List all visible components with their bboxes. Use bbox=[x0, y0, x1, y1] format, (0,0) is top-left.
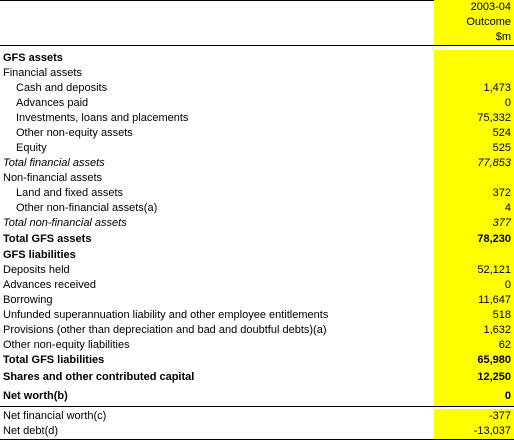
table-row bbox=[0, 126, 514, 141]
header-year: 2003-04 bbox=[434, 0, 514, 15]
row-value: 12,250 bbox=[434, 368, 514, 387]
row-value: 0 bbox=[434, 387, 514, 406]
table-row bbox=[0, 338, 514, 353]
table-row bbox=[0, 353, 514, 368]
row-label: Shares and other contributed capital bbox=[3, 371, 195, 383]
row-value: 4 bbox=[434, 201, 514, 216]
row-label: Equity bbox=[16, 142, 47, 154]
row-label: Advances received bbox=[3, 279, 96, 291]
row-value: 1,632 bbox=[434, 323, 514, 338]
row-value bbox=[434, 50, 514, 66]
table-row bbox=[0, 308, 514, 323]
table-row bbox=[0, 323, 514, 338]
table-row bbox=[0, 156, 514, 171]
row-value: 62 bbox=[434, 338, 514, 353]
header-row-outcome bbox=[0, 15, 514, 30]
row-label: Total GFS liabilities bbox=[3, 354, 105, 366]
row-value: 0 bbox=[434, 96, 514, 111]
row-label: Unfunded superannuation liability and other employee entitlements bbox=[3, 309, 329, 321]
header-row-year bbox=[0, 0, 514, 15]
row-value: 78,230 bbox=[434, 231, 514, 247]
row-label: Advances paid bbox=[16, 97, 89, 109]
table-row bbox=[0, 231, 514, 247]
table-row bbox=[0, 216, 514, 231]
row-value bbox=[434, 247, 514, 263]
row-value bbox=[434, 66, 514, 81]
row-label: GFS assets bbox=[3, 52, 63, 64]
row-value: 65,980 bbox=[434, 353, 514, 368]
row-label: Total non-financial assets bbox=[3, 217, 127, 229]
row-value: -377 bbox=[434, 409, 514, 424]
header-unit: $m bbox=[434, 30, 514, 45]
table-row bbox=[0, 141, 514, 156]
row-value: 75,332 bbox=[434, 111, 514, 126]
table-row bbox=[0, 278, 514, 293]
table-row bbox=[0, 409, 514, 424]
row-label: GFS liabilities bbox=[3, 249, 76, 261]
header-row-unit bbox=[0, 30, 514, 46]
row-value: -13,037 bbox=[434, 424, 514, 439]
table-row bbox=[0, 96, 514, 111]
table-row bbox=[0, 186, 514, 201]
row-value: 0 bbox=[434, 278, 514, 293]
row-value bbox=[434, 171, 514, 186]
row-value: 377 bbox=[434, 216, 514, 231]
table-row bbox=[0, 50, 514, 66]
row-label: Net debt(d) bbox=[3, 425, 59, 437]
row-label: Non-financial assets bbox=[3, 172, 103, 184]
row-label: Net financial worth(c) bbox=[3, 410, 107, 422]
row-value: 77,853 bbox=[434, 156, 514, 171]
row-label: Other non-financial assets(a) bbox=[16, 202, 158, 214]
table-row bbox=[0, 424, 514, 440]
row-label: Deposits held bbox=[3, 264, 70, 276]
row-label: Other non-equity assets bbox=[16, 127, 133, 139]
row-label: Total financial assets bbox=[3, 157, 105, 169]
row-label: Total GFS assets bbox=[3, 233, 92, 245]
row-value: 11,647 bbox=[434, 293, 514, 308]
row-label: Cash and deposits bbox=[16, 82, 108, 94]
table-row bbox=[0, 66, 514, 81]
table-row bbox=[0, 171, 514, 186]
table-row bbox=[0, 201, 514, 216]
header-outcome: Outcome bbox=[434, 15, 514, 30]
table-row bbox=[0, 81, 514, 96]
row-label: Land and fixed assets bbox=[16, 187, 124, 199]
row-label: Investments, loans and placements bbox=[16, 112, 189, 124]
row-value: 52,121 bbox=[434, 263, 514, 278]
row-value: 1,473 bbox=[434, 81, 514, 96]
row-label: Provisions (other than depreciation and bad and doubtful debts)(a) bbox=[3, 324, 327, 336]
row-value: 372 bbox=[434, 186, 514, 201]
row-label: Borrowing bbox=[3, 294, 53, 306]
row-value: 518 bbox=[434, 308, 514, 323]
table-row bbox=[0, 293, 514, 308]
table-row bbox=[0, 247, 514, 263]
table-row bbox=[0, 111, 514, 126]
table-row bbox=[0, 263, 514, 278]
table-row bbox=[0, 368, 514, 387]
table-row bbox=[0, 387, 514, 407]
row-value: 525 bbox=[434, 141, 514, 156]
row-label: Financial assets bbox=[3, 67, 82, 79]
row-label: Other non-equity liabilities bbox=[3, 339, 130, 351]
row-label: Net worth(b) bbox=[3, 390, 68, 402]
row-value: 524 bbox=[434, 126, 514, 141]
